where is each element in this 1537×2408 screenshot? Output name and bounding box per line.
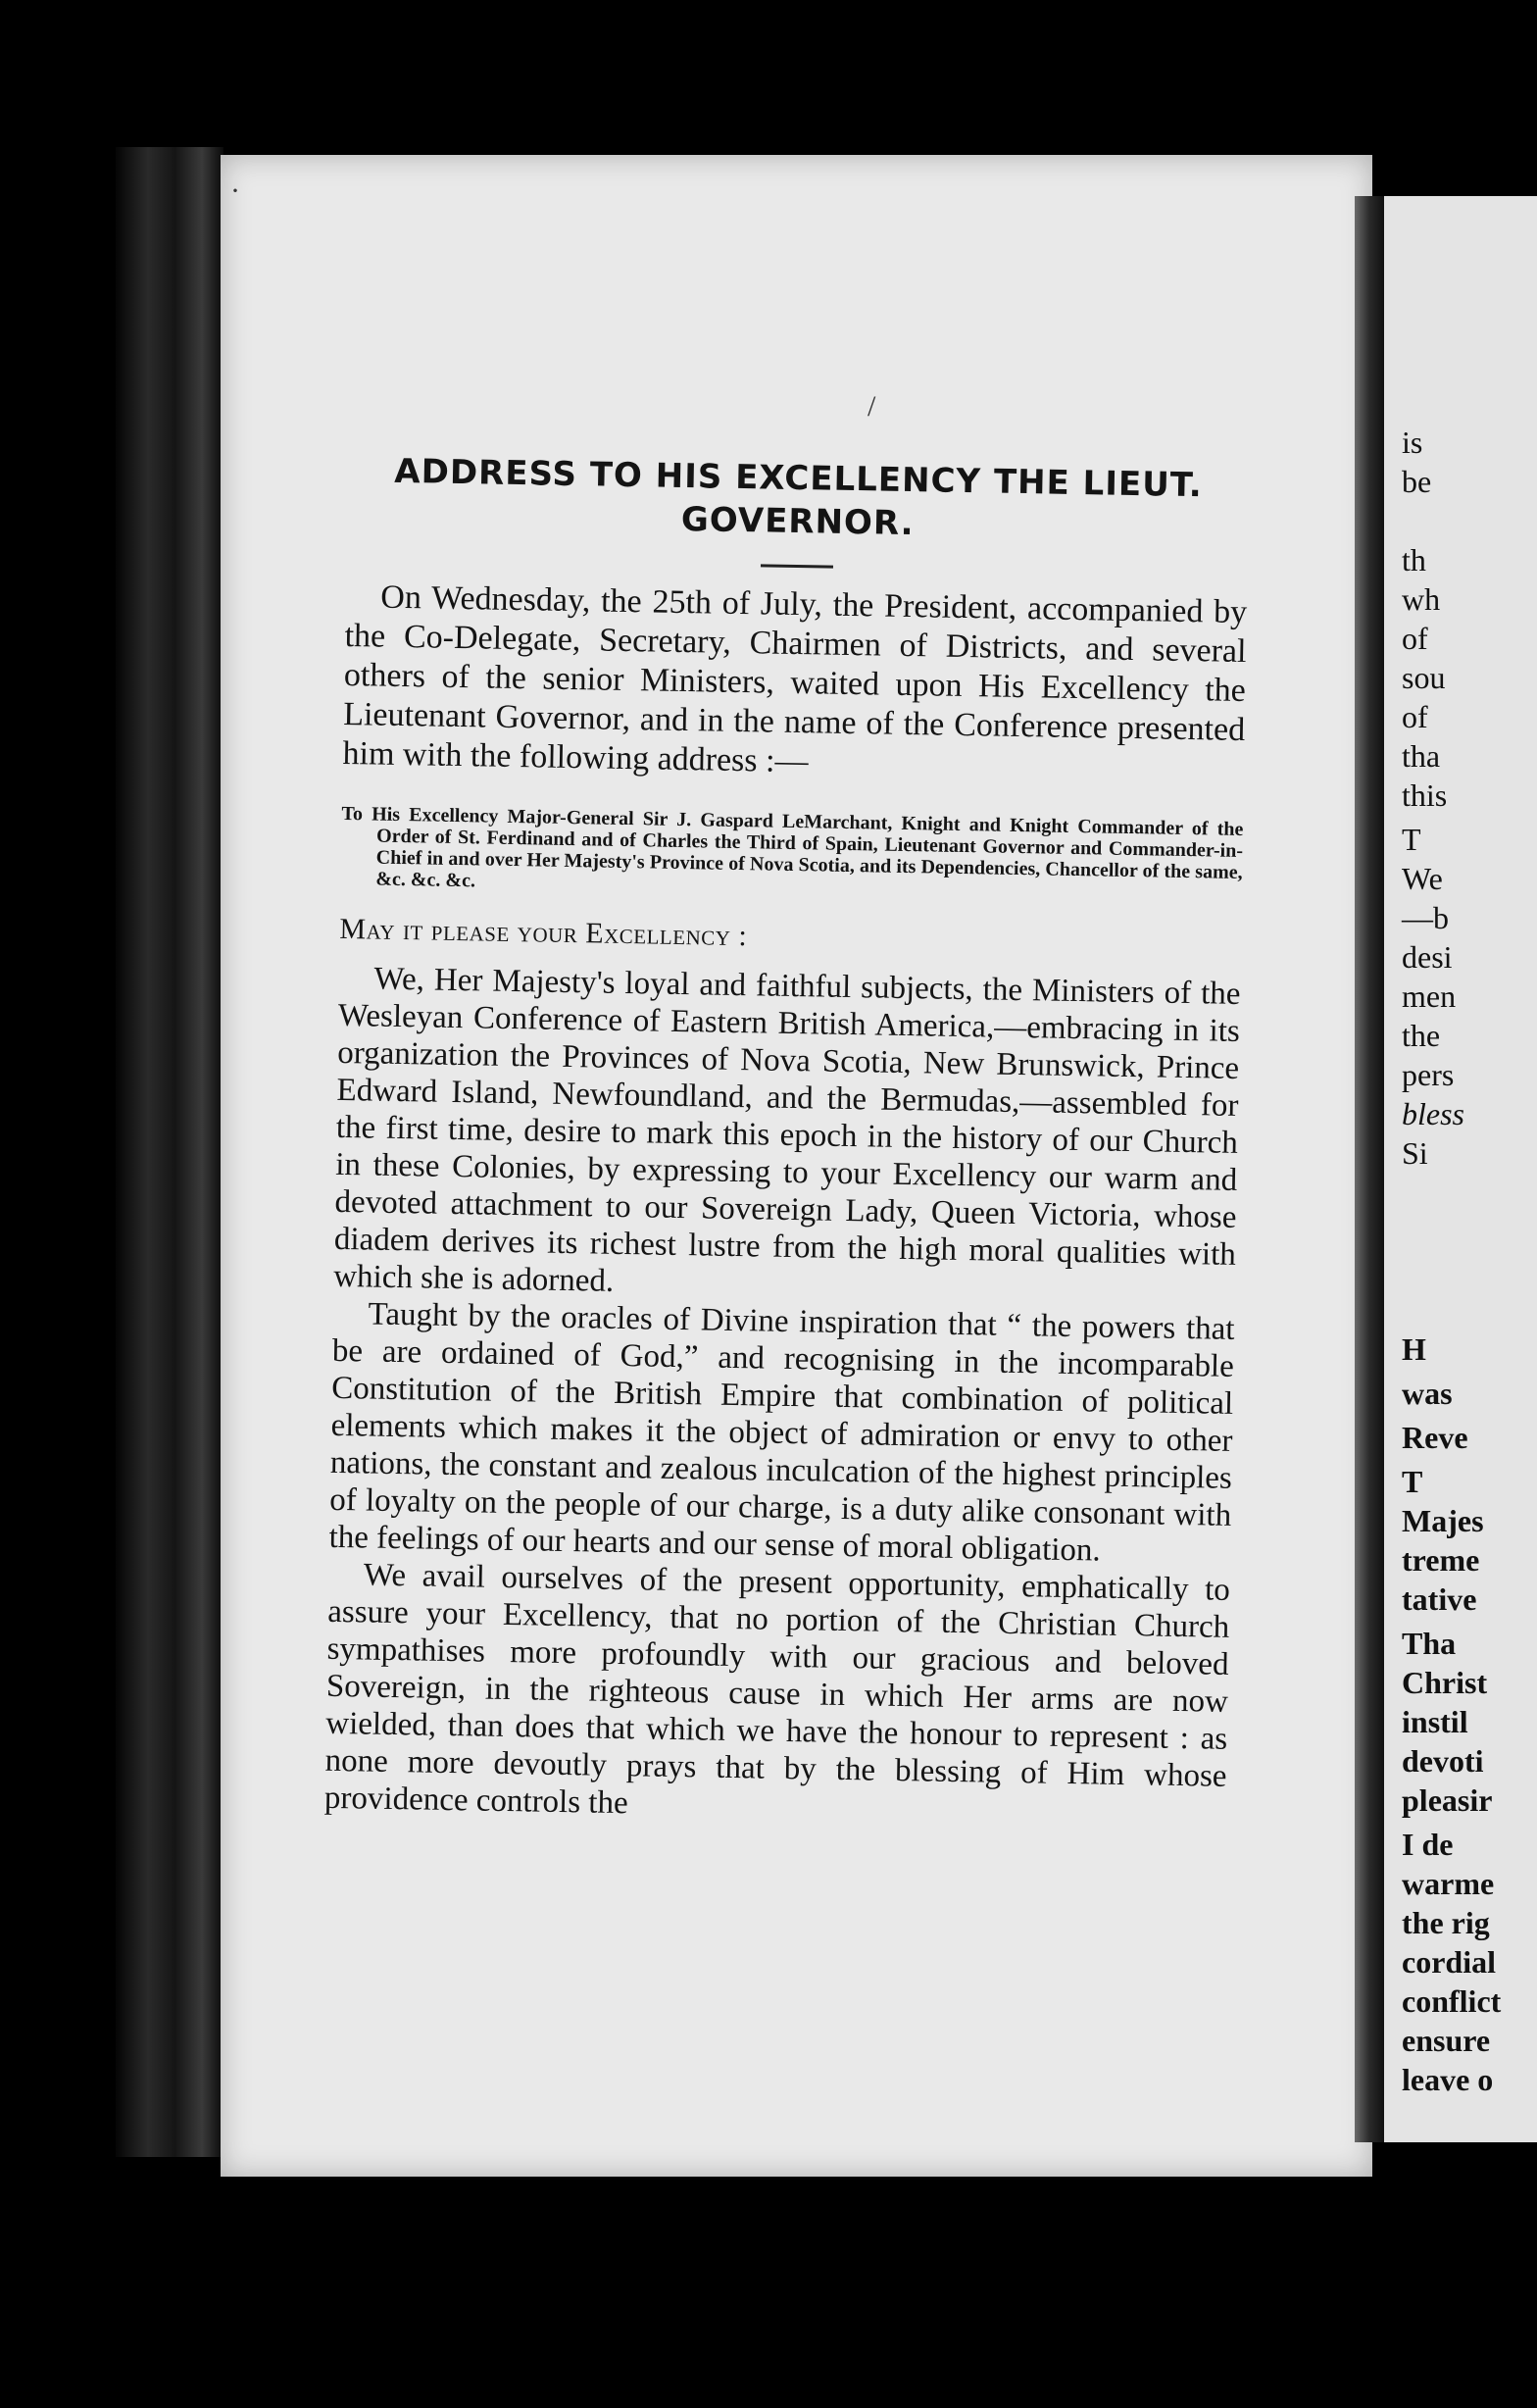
ink-mark: / — [868, 390, 876, 423]
right-page-fragment: instil — [1402, 1704, 1468, 1739]
right-page-fragment: this — [1402, 778, 1448, 813]
right-page-fragment: of — [1402, 621, 1428, 656]
right-page-fragment: sou — [1402, 660, 1446, 695]
intro-paragraph: On Wednesday, the 25th of July, the President, accompanied by the Co-Delegate, Secretary, Chairmen of Districts, and several others of the senior Ministers, waited upon His Excellency the Lieutenant Governor, and in the name of the Conference presented him with the following address :— — [342, 578, 1248, 780]
right-page-fragment: wh — [1402, 581, 1441, 617]
right-page-fragment: tative — [1402, 1581, 1477, 1617]
salutation: May it please your Excellency : — [339, 912, 748, 953]
right-page-fragment: th — [1402, 542, 1426, 577]
right-page-fragment: the rig — [1402, 1905, 1490, 1940]
left-page — [221, 155, 1372, 2177]
right-page-fragment: conflict — [1402, 1983, 1502, 2019]
right-page-fragment: men — [1402, 978, 1457, 1014]
right-page-fragment: I de — [1402, 1827, 1454, 1862]
book-binding — [116, 147, 223, 2157]
right-page-fragment: pers — [1402, 1057, 1455, 1092]
right-page-fragment: Tha — [1402, 1626, 1457, 1661]
right-page-fragment: is — [1402, 425, 1423, 460]
right-page-fragment: We — [1402, 861, 1443, 896]
right-page-fragment: T — [1402, 1464, 1423, 1499]
right-page-fragment: leave o — [1402, 2062, 1494, 2097]
right-page-fragment: Christ — [1402, 1665, 1488, 1700]
right-page-fragment: devoti — [1402, 1743, 1484, 1779]
right-page-fragment: ensure — [1402, 2023, 1491, 2058]
right-page-fragment: H — [1402, 1331, 1426, 1367]
right-page-fragment: was — [1402, 1376, 1453, 1411]
body-paragraph: We avail ourselves of the present opportunity, emphatically to assure your Excellency, that no portion of the Christian Church sympathises more profoundly with our gracious and beloved Sovereign, in the righteous cause in which Her arms are now wielded, than does that which we have the honour to represent : as none more devoutly prays that by the blessing of Him whose providence controls the — [323, 1557, 1231, 1822]
right-page-fragment: tha — [1402, 738, 1441, 774]
right-page-fragment: bless — [1402, 1096, 1464, 1131]
right-page-fragment: —b — [1402, 900, 1449, 935]
right-page-fragment: cordial — [1402, 1944, 1496, 1980]
book-gutter — [1355, 196, 1384, 2142]
page-content — [324, 449, 1250, 1832]
body-paragraph: Taught by the oracles of Divine inspiration that “ the powers that be are ordained of God,” and recognising in the incomparable Constitution of the British Empire that combination of political elements which makes it the object of admiration or envy to other nations, the constant and zealous inculcation of the highest principles of loyalty on the people of our charge, is a duty alike consonant with the feelings of our hearts and our sense of moral obligation. — [328, 1296, 1235, 1569]
right-page-fragment: warme — [1402, 1866, 1495, 1901]
right-page-fragment: Si — [1402, 1135, 1428, 1171]
right-page-fragment: be — [1402, 464, 1432, 499]
right-page-fragment: desi — [1402, 939, 1453, 975]
body-paragraph: We, Her Majesty's loyal and faithful subjects, the Ministers of the Wesleyan Conference of Eastern British America,—embracing in its organization the Provinces of Nova Scotia, New Brunswick, Prince Edward Island, Newfoundland, and the Bermudas,—assembled for the first time, desire to mark this epoch in the history of our Church in these Colonies, by expressing to your Excellency our warm and devoted attachment to our Sovereign Lady, Queen Victoria, whose diadem derives its richest lustre from the high moral qualities with which she is adorned. — [332, 961, 1241, 1299]
right-page-fragment: Majes — [1402, 1503, 1484, 1538]
page-title: ADDRESS TO HIS EXCELLENCY THE LIEUT. GOVERNOR. — [394, 451, 1204, 544]
right-page-edge — [1384, 196, 1537, 2142]
right-page-fragment: treme — [1402, 1542, 1480, 1578]
right-page-fragment: T — [1402, 822, 1421, 857]
title-rule — [761, 564, 833, 568]
addressee-block: To His Excellency Major-General Sir J. Gaspard LeMarchant, Knight and Knight Commander of the Order of St. Ferdinand and of Charles the Third of Spain, Lieutenant Governor and Commander-in-Chief in and over Her Majesty's Province of Nova Scotia, and its Dependencies, Chancellor of the same, &c. &c. &c. — [341, 802, 1244, 892]
right-page-fragment: pleasir — [1402, 1782, 1493, 1818]
right-page-fragment: Reve — [1402, 1420, 1468, 1455]
right-page-fragment: the — [1402, 1018, 1441, 1053]
right-page-fragment: of — [1402, 699, 1428, 734]
ink-mark: · — [230, 175, 240, 207]
